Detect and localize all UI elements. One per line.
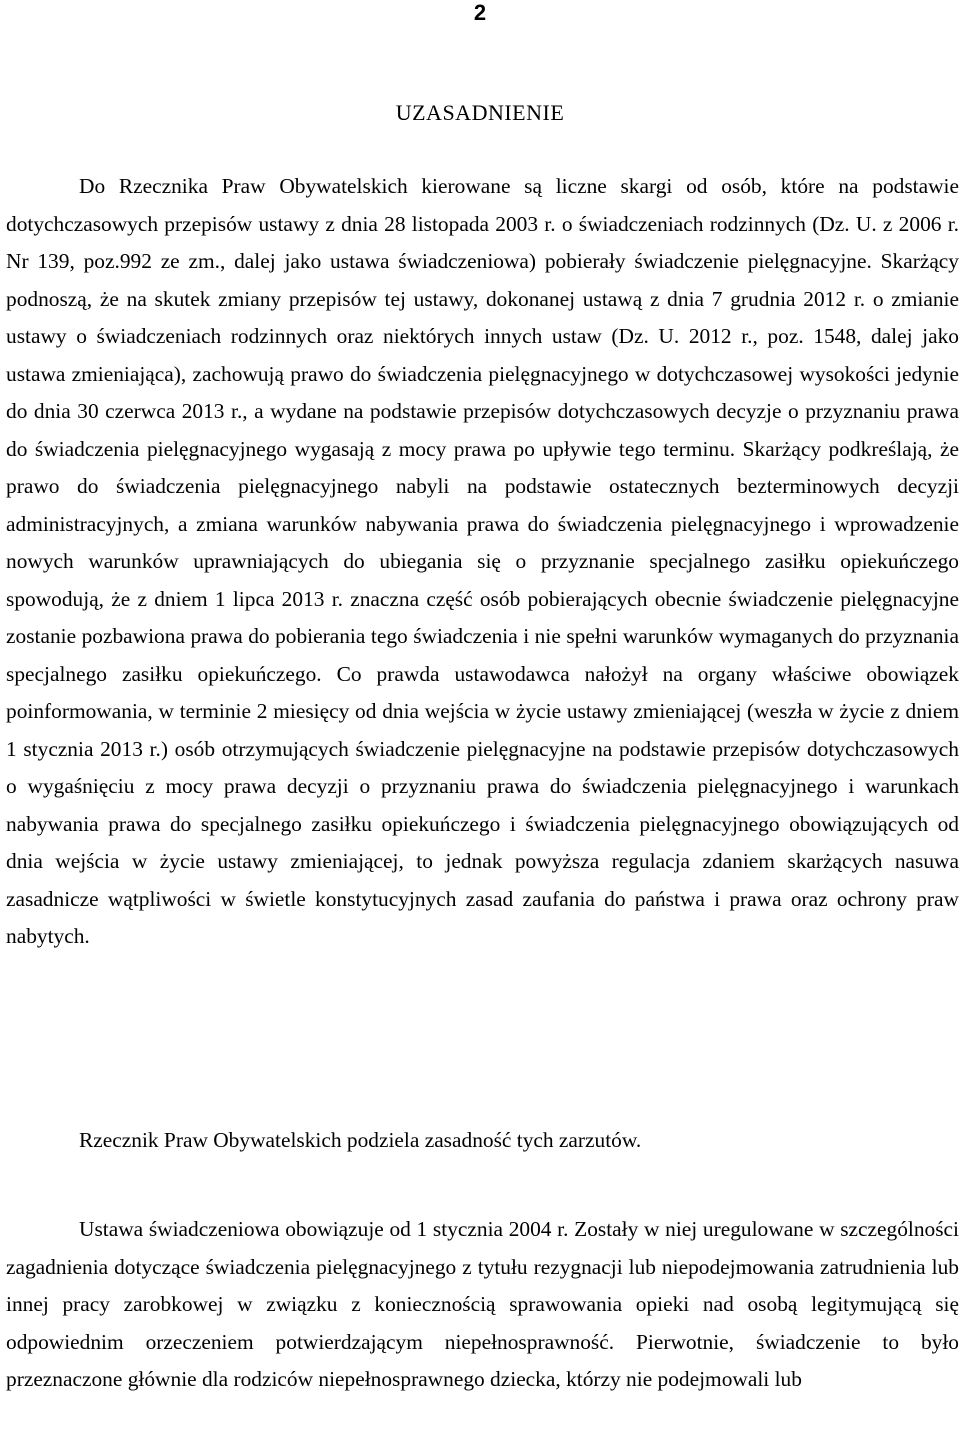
page-number: 2 <box>473 0 487 25</box>
paragraph-complaints: Do Rzecznika Praw Obywatelskich kierowane są liczne skargi od osób, które na podstawie dotychczasowych przepisów ustawy z dnia 28 listopada 2003 r. o świadczeniach rodzinnych (Dz. U. z 2006 r. Nr 139, poz.992 ze zm., dalej jako ustawa świadczeniowa) pobierały świadczenie pielęgnacyjne. Skarżący podnoszą, że na skutek zmiany przepisów tej ustawy, dokonanej ustawą z dnia 7 grudnia 2012 r. o zmianie ustawy o świadczeniach rodzinnych oraz niektórych innych ustaw (Dz. U. 2012 r., poz. 1548, dalej jako ustawa zmieniająca), zachowują prawo do świadczenia pielęgnacyjnego w dotychczasowej wysokości jedynie do dnia 30 czerwca 2013 r., a wydane na podstawie przepisów dotychczasowych decyzje o przyznaniu prawa do świadczenia pielęgnacyjnego wygasają z mocy prawa po upływie tego terminu. Skarżący podkreślają, że prawo do świadczenia pielęgnacyjnego nabyli na podstawie ostatecznych bezterminowych decyzji administracyjnych, a zmiana warunków nabywania prawa do świadczenia pielęgnacyjnego i wprowadzenie nowych warunków uprawniających do ubiegania się o przyznanie specjalnego zasiłku opiekuńczego spowodują, że z dniem 1 lipca 2013 r. znaczna część osób pobierających obecnie świadczenie pielęgnacyjne zostanie pozbawiona prawa do pobierania tego świadczenia i nie spełni warunków wymaganych do przyznania specjalnego zasiłku opiekuńczego. Co prawda ustawodawca nałożył na organy właściwe obowiązek poinformowania, w terminie 2 miesięcy od dnia wejścia w życie ustawy zmieniającej (weszła w życie z dniem 1 stycznia 2013 r.) osób otrzymujących świadczenie pielęgnacyjne na podstawie przepisów dotychczasowych o wygaśnięciu z mocy prawa decyzji o przyznaniu prawa do świadczenia pielęgnacyjnego i warunkach nabywania prawa do specjalnego zasiłku opiekuńczego i świadczenia pielęgnacyjnego obowiązujących od dnia wejścia w życie ustawy zmieniającej, to jednak powyższa regulacja zdaniem skarżących nasuwa zasadnicze wątpliwości w świetle konstytucyjnych zasad zaufania do państwa i prawa oraz ochrony praw nabytych. <box>6 174 959 948</box>
paragraph-statute-history: Ustawa świadczeniowa obowiązuje od 1 stycznia 2004 r. Zostały w niej uregulowane w szczególności zagadnienia dotyczące świadczenia pielęgnacyjnego z tytułu rezygnacji lub niepodejmowania zatrudnienia lub innej pracy zarobkowej w związku z koniecznością sprawowania opieki nad osobą legitymującą się odpowiednim orzeczeniem potwierdzającym niepełnosprawność. Pierwotnie, świadczenie to było przeznaczone głównie dla rodziców niepełnosprawnego dziecka, którzy nie podejmowali lub <box>6 1217 959 1391</box>
document-heading: UZASADNIENIE <box>395 100 565 125</box>
paragraph-ombudsman-position: Rzecznik Praw Obywatelskich podziela zasadność tych zarzutów. <box>79 1128 642 1152</box>
